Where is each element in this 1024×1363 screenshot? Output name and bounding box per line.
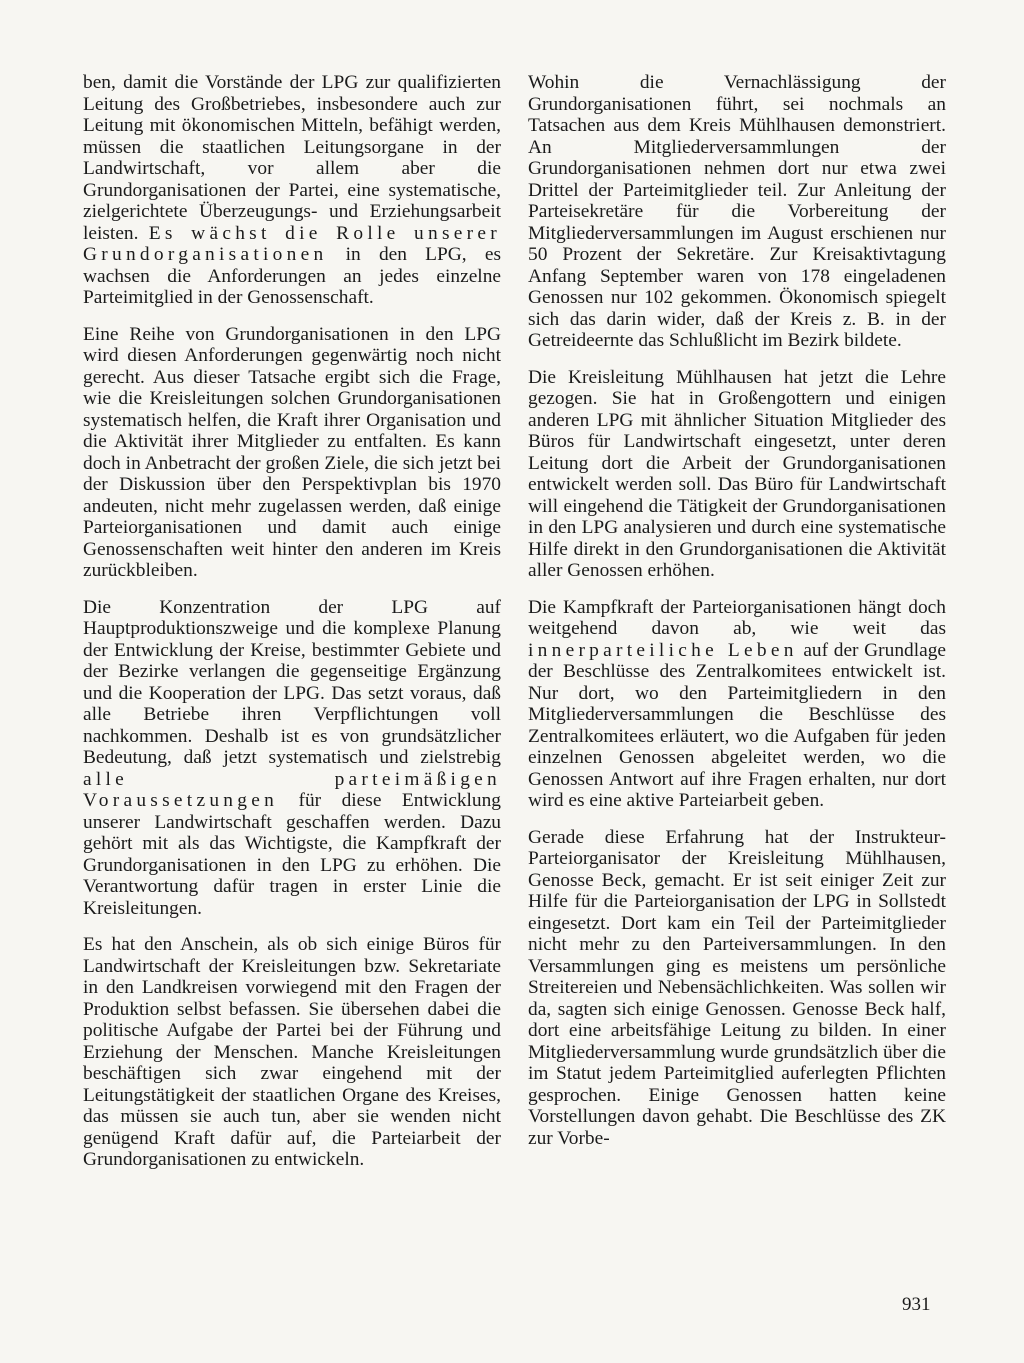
left-paragraph-4: Es hat den Anschein, als ob sich einige Büros für Landwirtschaft der Kreisleitungen bzw. Sekretariate in den Landkreisen vorwiegend mit den Fragen der Produktion selbst befassen. Sie übersehen dabei die politische Aufgabe der Partei bei der Führung und Erziehung der Menschen. Manche Kreisleitungen beschäftigen sich zwar eingehend mit der Leitungstätigkeit der staatlichen Organe des Kreises, das müssen sie auch tun, aber sie wenden nicht genügend Kraft dafür auf, die Parteiarbeit der Grundorganisationen zu entwickeln. [83,934,501,1170]
page-number: 931 [902,1294,931,1315]
right-column [528,72,946,1164]
left-column [83,72,501,1186]
emphasis-spaced: Es wächst die Rolle unserer Grundorganisationen [83,222,501,265]
left-paragraph-3: Die Konzentration der LPG auf Hauptproduktionszweige und die komplexe Planung der Entwicklung der Kreise, bestimmter Gebiete und der Bezirke verlangen die gegenseitige Ergänzung und die Kooperation der LPG. Das setzt voraus, daß alle Betriebe ihren Verpflichtungen voll nachkommen. Deshalb ist es von grundsätzlicher Bedeutung, daß jetzt systematisch und zielstrebig alle parteimäßigen Voraussetzungen für diese Entwicklung unserer Landwirtschaft geschaffen werden. Dazu gehört mit als das Wichtigste, die Kampfkraft der Grundorganisationen in den LPG zu erhöhen. Die Verantwortung dafür tragen in erster Linie die Kreisleitungen. [83,596,501,919]
right-paragraph-3: Die Kampfkraft der Parteiorganisationen hängt doch weitgehend davon ab, wie weit das innerparteiliche Leben auf der Grundlage der Beschlüsse des Zentralkomitees entwickelt ist. Nur dort, wo den Parteimitgliedern in den Mitgliederversammlungen die Beschlüsse des Zentralkomitees erläutert, wo die Aufgaben für jeden einzelnen Genossen abgeleitet werden, wo die Genossen Antwort auf ihre Fragen erhalten, nur dort wird es eine aktive Parteiarbeit geben. [528,596,947,811]
left-paragraph-1: ben, damit die Vorstände der LPG zur qualifizierten Leitung des Großbetriebes, insbesondere auch zur Leitung mit ökonomischen Mitteln, befähigt werden, müssen die staatlichen Leitungsorgane in der Landwirtschaft, vor allem aber die Grundorganisationen der Partei, eine systematische, zielgerichtete Überzeugungs- und Erziehungsarbeit leisten. Es wächst die Rolle unserer Grundorganisationen in den LPG, es wachsen die Anforderungen an jedes einzelne Parteimitglied in der Genossenschaft. [83,72,501,308]
right-paragraph-1: Wohin die Vernachlässigung der Grundorganisationen führt, sei nochmals an Tatsachen aus dem Kreis Mühlhausen demonstriert. An Mitgliederversammlungen der Grundorganisationen nehmen dort nur etwa zwei Drittel der Parteimitglieder teil. Zur Anleitung der Parteisekretäre für die Vorbereitung der Mitgliederversammlungen im August erschienen nur 50 Prozent der Sekretäre. Zur Kreisaktivtagung Anfang September waren von 178 eingeladenen Genossen nur 102 gekommen. Ökonomisch spiegelt sich das darin wider, daß der Kreis z. B. in der Getreideernte das Schlußlicht im Bezirk bildete. [528,72,946,351]
emphasis-spaced: alle parteimäßigen Voraussetzungen [83,768,501,811]
right-paragraph-4: Gerade diese Erfahrung hat der Instrukteur-Parteiorganisator der Kreisleitung Mühlhausen, Genosse Beck, gemacht. Er ist seit einiger Zeit zur Hilfe für die Parteiorganisation der LPG in Sollstedt eingesetzt. Dort kam ein Teil der Parteimitglieder nicht mehr zu den Parteiversammlungen. In den Versammlungen ging es meistens um persönliche Streitereien und Nebensächlichkeiten. Was sollen wir da, sagten sich einige Genossen. Genosse Beck half, dort eine arbeitsfähige Leitung zu bilden. In einer Mitgliederversammlung wurde grundsätzlich über die im Statut jedem Parteimitglied auferlegten Pflichten gesprochen. Einige Genossen hatten keine Vorstellungen davon gehabt. Die Beschlüsse des ZK zur Vorbe- [528,826,946,1149]
right-paragraph-2: Die Kreisleitung Mühlhausen hat jetzt die Lehre gezogen. Sie hat in Großengottern und einigen anderen LPG mit ähnlicher Situation Mitglieder des Büros für Landwirtschaft eingesetzt, unter deren Leitung dort die Arbeit der Grundorganisationen entwickelt werden soll. Das Büro für Landwirtschaft will eingehend die Tätigkeit der Grundorganisationen in den LPG analysieren und durch eine systematische Hilfe direkt in den Grundorganisationen die Aktivität aller Genossen erhöhen. [528,366,946,581]
emphasis-spaced: innerparteiliche Leben [528,639,798,661]
left-paragraph-2: Eine Reihe von Grundorganisationen in den LPG wird diesen Anforderungen gegenwärtig noch nicht gerecht. Aus dieser Tatsache ergibt sich die Frage, wie die Kreisleitungen solchen Grundorganisationen systematisch helfen, die Kraft ihrer Organisation und die Aktivität ihrer Mitglieder zu entfalten. Es kann doch in Anbetracht der großen Ziele, die sich jetzt bei der Diskussion über den Perspektivplan bis 1970 andeuten, nicht mehr zugelassen werden, daß einige Parteiorganisationen und damit auch einige Genossenschaften weit hinter den anderen im Kreis zurückbleiben. [83,323,501,581]
